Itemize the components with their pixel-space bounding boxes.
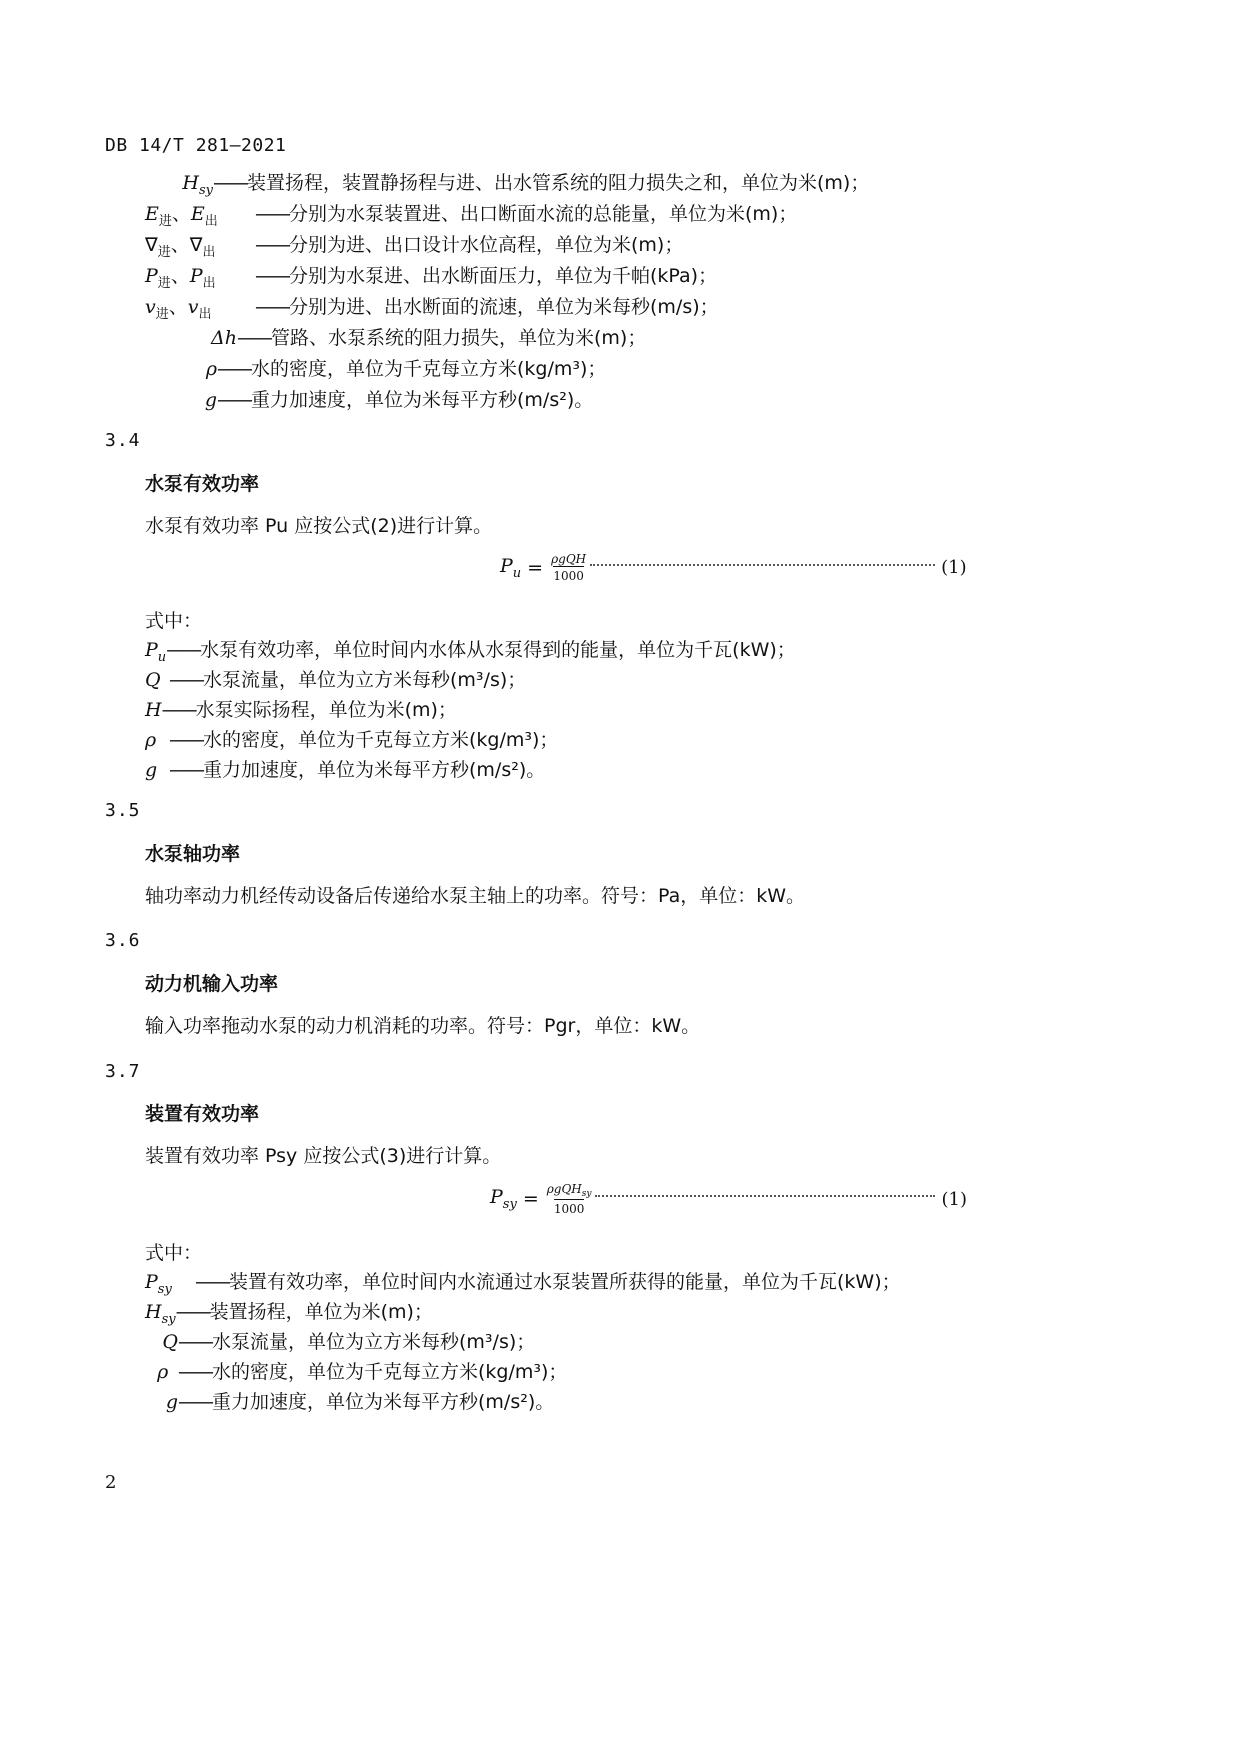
section-para-3-5: 轴功率动力机经传动设备后传递给水泵主轴上的功率。符号：Pa，单位：kW。 <box>145 885 806 907</box>
def-psy: $P_{sy}$ ——装置有效功率，单位时间内水流通过水泵装置所获得的能量，单位为千瓦(kW)； <box>145 1271 901 1297</box>
def-hsy: $H_{sy}——$装置扬程，装置静扬程与进、出水管系统的阻力损失之和，单位为米(m)； <box>182 172 870 198</box>
section-title-3-7: 装置有效功率 <box>145 1103 260 1125</box>
def-rho-3: ρ ——水的密度，单位为千克每立方米(kg/m³)； <box>157 1361 568 1383</box>
formula-pu: $P_u$ = $\frac{\text{ρgQH}}{1000}$ (1) <box>500 552 967 583</box>
section-number-3-5: 3.5 <box>105 800 141 821</box>
section-number-3-7: 3.7 <box>105 1061 141 1082</box>
section-number-3-4: 3.4 <box>105 430 141 451</box>
def-g: g——重力加速度，单位为米每平方秒(m/s²)。 <box>204 389 594 411</box>
page-number: 2 <box>105 1472 117 1493</box>
where-label-3-7: 式中： <box>145 1242 203 1264</box>
equation-number: (1) <box>941 557 967 578</box>
def-rho: ρ——水的密度，单位为千克每立方米(kg/m³)； <box>205 358 607 380</box>
section-number-3-6: 3.6 <box>105 930 141 951</box>
def-e: $E_进$、$E_出$ ——分别为水泵装置进、出口断面水流的总能量，单位为米(m)； <box>145 203 798 229</box>
def-g-3: g——重力加速度，单位为米每平方秒(m/s²)。 <box>165 1391 555 1413</box>
def-v: $v_进$、$v_出$ ——分别为进、出水断面的流速，单位为米每秒(m/s)； <box>145 296 719 322</box>
section-para-3-4: 水泵有效功率 Pu 应按公式(2)进行计算。 <box>145 515 493 537</box>
def-dh: Δh——管路、水泵系统的阻力损失，单位为米(m)； <box>211 327 647 349</box>
def-hsy-2: $H_{sy}——$装置扬程，单位为米(m)； <box>145 1301 433 1327</box>
section-para-3-7: 装置有效功率 Psy 应按公式(3)进行计算。 <box>145 1145 502 1167</box>
section-title-3-6: 动力机输入功率 <box>145 973 279 995</box>
section-title-3-4: 水泵有效功率 <box>145 473 260 495</box>
def-nabla: $\nabla_进$、$\nabla_出$ ——分别为进、出口设计水位高程，单位为米(m)； <box>145 234 684 260</box>
def-q: Q ——水泵流量，单位为立方米每秒(m³/s)； <box>145 669 527 691</box>
def-g-2: g ——重力加速度，单位为米每平方秒(m/s²)。 <box>145 759 546 781</box>
def-h: H——水泵实际扬程，单位为米(m)； <box>145 699 457 721</box>
def-q-2: Q——水泵流量，单位为立方米每秒(m³/s)； <box>162 1331 536 1353</box>
equation-number: (1) <box>941 1188 967 1210</box>
section-para-3-6: 输入功率拖动水泵的动力机消耗的功率。符号：Pgr，单位：kW。 <box>145 1015 701 1037</box>
document-code-header: DB 14/T 281—2021 <box>105 135 287 156</box>
def-pu: $P_u——$水泵有效功率，单位时间内水体从水泵得到的能量，单位为千瓦(kW)； <box>145 639 796 665</box>
section-title-3-5: 水泵轴功率 <box>145 843 241 865</box>
def-p: $P_进$、$P_出$ ——分别为水泵进、出水断面压力，单位为千帕(kPa)； <box>145 265 718 291</box>
where-label-3-4: 式中： <box>145 610 203 632</box>
formula-psy: $P_{sy}$ = $\frac{\rho gQH_{sy}}{1000}$ (1) <box>490 1182 967 1216</box>
def-rho-2: ρ ——水的密度，单位为千克每立方米(kg/m³)； <box>145 729 559 751</box>
